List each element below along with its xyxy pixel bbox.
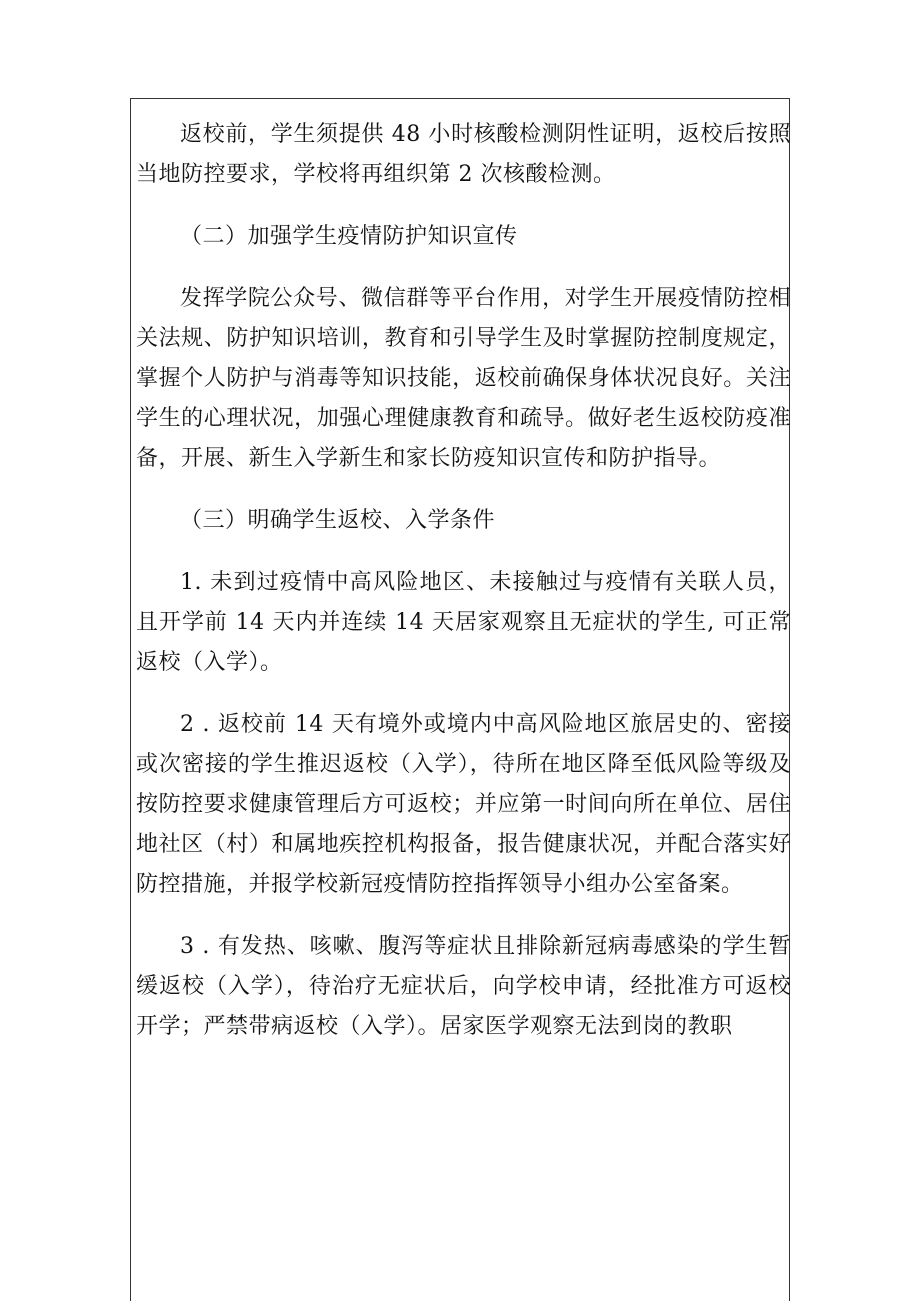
- paragraph-return-test: 返校前，学生须提供 48 小时核酸检测阴性证明，返校后按照当地防控要求，学校将再组织第 2 次核酸检测。: [136, 122, 791, 187]
- list-item-condition-2: 2 . 返校前 14 天有境外或境内中高风险地区旅居史的、密接或次密接的学生推迟返校（入学），待所在地区降至低风险等级及按防控要求健康管理后方可返校；并应第一时间向所在单位、居住地社区（村）和属地疾控机构报备，报告健康状况，并配合落实好防控措施，并报学校新冠疫情防控指挥领导小组办公室备案。: [136, 712, 791, 897]
- list-item-condition-3: 3 . 有发热、咳嗽、腹泻等症状且排除新冠病毒感染的学生暂缓返校（入学），待治疗无症状后，向学校申请，经批准方可返校开学；严禁带病返校（入学）。居家医学观察无法到岗的教职: [136, 934, 791, 1039]
- paragraph-publicity: 发挥学院公众号、微信群等平台作用，对学生开展疫情防控相关法规、防护知识培训，教育和引导学生及时掌握防控制度规定，掌握个人防护与消毒等知识技能，返校前确保身体状况良好。关注学生的心理状况，加强心理健康教育和疏导。做好老生返校防疫准备，开展、新生入学新生和家长防疫知识宣传和防护指导。: [136, 286, 791, 471]
- list-item-condition-1: 1. 未到过疫情中高风险地区、未接触过与疫情有关联人员，且开学前 14 天内并连续 14 天居家观察且无症状的学生, 可正常返校（入学）。: [136, 570, 791, 675]
- section-heading-3: （三）明确学生返校、入学条件: [180, 508, 496, 533]
- section-heading-2: （二）加强学生疫情防护知识宣传: [180, 224, 518, 249]
- document-body: [136, 115, 791, 1047]
